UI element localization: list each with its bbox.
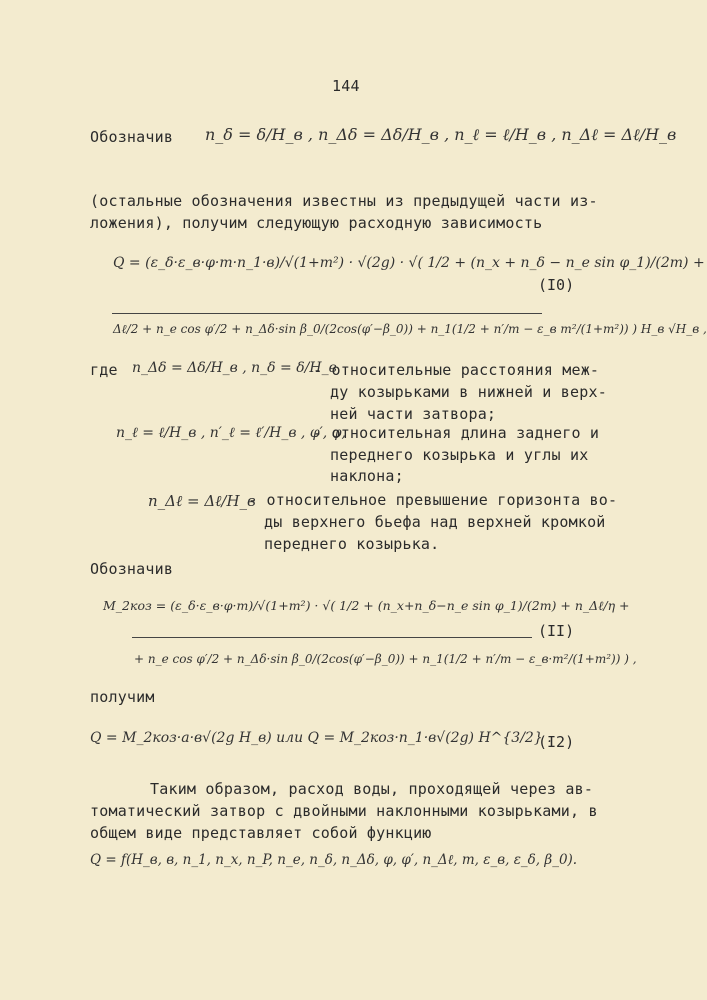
text-line: переднего козырька и углы их xyxy=(330,446,589,464)
text-line: переднего козырька. xyxy=(264,535,440,553)
text-line: наклона; xyxy=(330,467,404,485)
formula-def-ndl: n_Δℓ = Δℓ/H_в xyxy=(148,492,256,510)
text-line: ложения), получим следующую расходную зависимость xyxy=(90,214,543,232)
text-line: Таким образом, расход воды, проходящей через ав- xyxy=(150,780,594,798)
radical-overline xyxy=(112,313,542,314)
equation-number: (I2) xyxy=(538,733,575,751)
formula-eq11-line2: + n_e cos φ′/2 + n_Δδ·sin β_0/(2cos(φ′−β_0)) + n_1(1/2 + n′/m − ε_в·m²/(1+m²)) ) , xyxy=(134,652,637,666)
formula-def-ndd: n_Δδ = Δδ/H_в , n_δ = δ/H_в xyxy=(132,360,337,376)
designating-label: Обозначив xyxy=(90,560,174,578)
equation-number: (I0) xyxy=(538,276,575,294)
text-line: томатический затвор с двойными наклонными козырьками, в xyxy=(90,802,598,820)
text-line: - относительное превышение горизонта во- xyxy=(248,491,618,509)
text-line: ды верхнего бьефа над верхней кромкой xyxy=(264,513,606,531)
page-number: 144 xyxy=(332,77,360,95)
formula-eq12: Q = M_2коз·a·в√(2g H_в) или Q = M_2коз·n_1·в√(2g) H^{3/2} . xyxy=(90,730,552,746)
text-line: ду козырьками в нижней и верх- xyxy=(330,383,607,401)
formula-def-nl: n_ℓ = ℓ/H_в , n′_ℓ = ℓ′/H_в , φ′, φ, xyxy=(116,425,346,441)
text-line: (остальные обозначения известны из предыдущей части из- xyxy=(90,192,598,210)
formula-function: Q = f(H_в, в, n_1, n_x, n_P, n_e, n_δ, n_Δδ, φ, φ′, n_Δℓ, m, ε_в, ε_δ, β_0). xyxy=(90,852,578,868)
text-line: - относительные расстояния меж- xyxy=(313,361,600,379)
formula-definitions-top: n_δ = δ/H_в , n_Δδ = Δδ/H_в , n_ℓ = ℓ/H_в , n_Δℓ = Δℓ/H_в xyxy=(205,125,677,144)
text-line: получим xyxy=(90,688,155,706)
text-line: общем виде представляет собой функцию xyxy=(90,824,432,842)
radical-overline xyxy=(132,637,532,638)
where-label: где xyxy=(90,361,118,379)
formula-eq11-line1: M_2коз = (ε_δ·ε_в·φ·m)/√(1+m²) · √( 1/2 + (n_x+n_δ−n_e sin φ_1)/(2m) + n_Δℓ/η + xyxy=(103,598,630,613)
formula-eq10-line2: Δℓ/2 + n_e cos φ′/2 + n_Δδ·sin β_0/(2cos(φ′−β_0)) + n_1(1/2 + n′/m − ε_в m²/(1+m²)) ) H_в √H_в , xyxy=(113,322,707,336)
formula-eq10-line1: Q = (ε_δ·ε_в·φ·m·n_1·в)/√(1+m²) · √(2g) · √( 1/2 + (n_x + n_δ − n_e sin φ_1)/(2m) + xyxy=(113,255,705,271)
equation-number: (II) xyxy=(538,622,575,640)
designating-label: Обозначив xyxy=(90,128,174,146)
text-line: - относительная длина заднего и xyxy=(313,424,600,442)
text-line: ней части затвора; xyxy=(330,405,497,423)
